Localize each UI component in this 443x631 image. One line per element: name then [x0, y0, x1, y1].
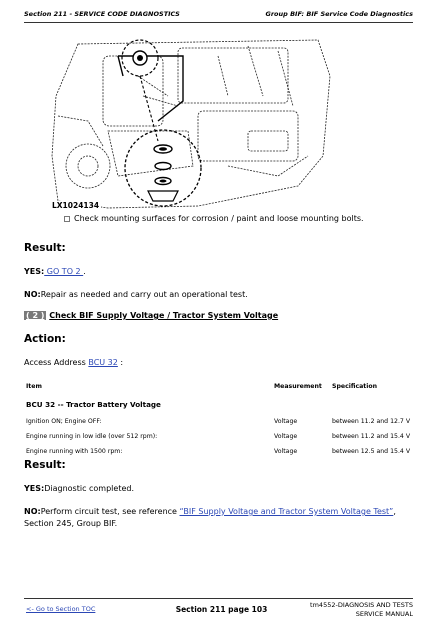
manual-title-line-2: SERVICE MANUAL	[355, 610, 413, 618]
cell-specification: between 11.2 and 12.7 V	[332, 418, 411, 425]
no-label: NO:	[24, 507, 41, 516]
result1-yes-line	[24, 267, 86, 276]
action-tail: :	[117, 358, 124, 367]
no-tail: , Section 245, Group BIF.	[24, 507, 396, 528]
footer-divider	[24, 598, 413, 599]
result2-yes-line	[24, 484, 134, 493]
cell-item: Engine running in low idle (over 512 rpm):	[26, 433, 158, 440]
bcu32-link[interactable]: BCU 32	[88, 358, 118, 367]
action-heading: Action:	[24, 333, 66, 345]
step-number: ( 2 )	[26, 311, 45, 320]
engine-mounting-illustration	[48, 36, 333, 214]
table-row	[24, 414, 414, 429]
bullet-text: Check mounting surfaces for corrosion / paint and loose mounting bolts.	[74, 214, 364, 223]
go-to-step-2-link[interactable]: GO TO 2	[44, 267, 84, 276]
cell-measurement: Voltage	[274, 418, 298, 425]
result-heading-2: Result:	[24, 459, 66, 471]
table-subheading-row	[24, 394, 414, 414]
table-row	[24, 444, 414, 459]
table-header-row	[24, 378, 414, 394]
result2-no-line	[24, 506, 419, 530]
action-text-line	[24, 358, 123, 367]
no-text: Repair as needed and carry out an operational test.	[40, 290, 248, 299]
result-heading-1: Result:	[24, 242, 66, 254]
bif-voltage-test-link[interactable]: “BIF Supply Voltage and Tractor System Voltage Test”	[179, 507, 394, 516]
yes-label: YES:	[24, 484, 45, 493]
result1-no-line	[24, 290, 248, 299]
yes-text: Diagnostic completed.	[44, 484, 135, 493]
cell-measurement: Voltage	[274, 448, 298, 455]
header-section-title: Section 211 - SERVICE CODE DIAGNOSTICS	[24, 10, 180, 18]
step-2-heading	[24, 311, 278, 320]
table-subheading: BCU 32 -- Tractor Battery Voltage	[26, 400, 161, 409]
page-number: Section 211 page 103	[175, 605, 268, 614]
cell-specification: between 12.5 and 15.4 V	[332, 448, 411, 455]
col-header-specification: Specification	[332, 382, 378, 390]
specification-table	[24, 378, 414, 459]
manual-title	[310, 601, 413, 619]
illustration-drawing	[48, 36, 333, 214]
header-group-title: Group BIF: BIF Service Code Diagnostics	[265, 10, 413, 18]
figure-id-label: LX1024134	[52, 201, 100, 210]
section-toc-link[interactable]: <- Go to Section TOC	[26, 605, 96, 613]
action-text: Access Address	[24, 358, 89, 367]
cell-item: Ignition ON; Engine OFF:	[26, 418, 102, 425]
no-text: Perform circuit test, see reference	[40, 507, 180, 516]
cell-specification: between 11.2 and 15.4 V	[332, 433, 411, 440]
bullet-square-icon	[64, 216, 70, 222]
cell-measurement: Voltage	[274, 433, 298, 440]
col-header-measurement: Measurement	[274, 382, 322, 390]
yes-tail: .	[83, 267, 86, 276]
no-label: NO:	[24, 290, 41, 299]
table-row	[24, 429, 414, 444]
bullet-item	[64, 214, 364, 223]
step-title: Check BIF Supply Voltage / Tractor System Voltage	[49, 311, 279, 320]
col-header-item: Item	[26, 382, 42, 390]
yes-label: YES:	[24, 267, 45, 276]
header-divider	[24, 22, 413, 23]
cell-item: Engine running with 1500 rpm:	[26, 448, 123, 455]
manual-title-line-1: tm4552-DIAGNOSIS AND TESTS	[310, 601, 413, 609]
